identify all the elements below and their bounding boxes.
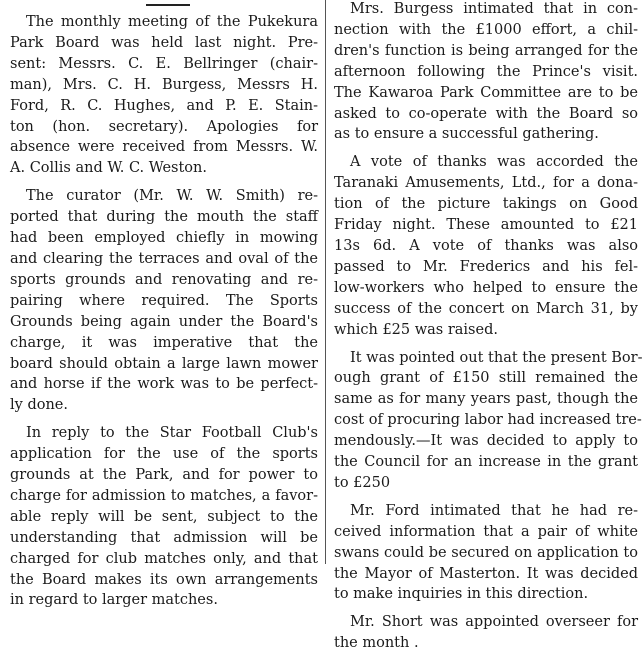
left-column — [10, 12, 318, 618]
text-line: the Board makes its own arrangements — [10, 571, 318, 588]
text-line: Grounds being again under the Board's — [10, 313, 318, 330]
text-line: passed to Mr. Frederics and his fel- — [334, 258, 638, 275]
article-paragraph — [334, 152, 638, 340]
text-line: Friday night. These amounted to £21 — [334, 217, 638, 234]
text-line: ough grant of £150 still remained the — [334, 370, 638, 387]
text-line: A vote of thanks was accorded the — [350, 154, 638, 171]
text-line: as to ensure a successful gathering. — [334, 126, 599, 143]
text-line: charged for club matches only, and that — [10, 550, 318, 567]
text-line: the Mayor of Masterton. It was decided — [334, 565, 638, 582]
text-line: tion of the picture takings on Good — [334, 196, 638, 213]
text-line: success of the concert on March 31, by — [334, 300, 638, 317]
text-line: cost of procuring labor had increased tre- — [334, 412, 642, 429]
text-line: The Kawaroa Park Committee are to be — [334, 84, 638, 101]
text-line: Park Board was held last night. Pre- — [10, 34, 318, 51]
text-line: low-workers who helped to ensure the — [334, 279, 638, 296]
text-line: Mr. Ford intimated that he had re- — [350, 502, 638, 519]
text-line: and clearing the terraces and oval of the — [10, 250, 318, 267]
text-line: charge, it was imperative that the — [10, 334, 318, 351]
text-line: application for the use of the sports — [10, 446, 318, 463]
right-column — [334, 0, 643, 661]
text-line: The monthly meeting of the Pukekura — [26, 14, 318, 30]
text-line: 13s 6d. A vote of thanks was also — [334, 237, 638, 254]
text-line: Mr. Short was appointed overseer for — [350, 614, 638, 631]
text-line: had been employed chiefly in mowing — [10, 230, 318, 247]
text-line: Taranaki Amusements, Ltd., for a dona- — [334, 175, 638, 192]
text-line: afternoon following the Prince's visit. — [334, 63, 638, 80]
text-line: pairing where required. The Sports — [10, 292, 318, 309]
text-line: It was pointed out that the present Bor- — [350, 349, 643, 366]
text-line: and horse if the work was to be perfect- — [10, 376, 318, 393]
text-line: which £25 was raised. — [334, 321, 498, 338]
text-line: The curator (Mr. W. W. Smith) re- — [26, 188, 318, 205]
article-paragraph — [334, 348, 643, 494]
text-line: ceived information that a pair of white — [334, 523, 638, 540]
text-line: nection with the £1000 effort, a chil- — [334, 21, 638, 38]
article-paragraph — [334, 612, 638, 654]
article-paragraph — [334, 501, 638, 606]
top-rule — [146, 4, 190, 6]
text-line: swans could be secured on application to — [334, 544, 638, 561]
text-line: grounds at the Park, and for power to — [10, 467, 318, 484]
text-line: same as for many years past, though the — [334, 391, 638, 408]
text-line: ly done. — [10, 397, 68, 414]
text-line: sent: Messrs. C. E. Bellringer (chair- — [10, 55, 318, 72]
column-divider — [325, 0, 326, 564]
text-line: charge for admission to matches, a favor- — [10, 487, 318, 504]
text-line: in regard to larger matches. — [10, 592, 218, 609]
text-line: board should obtain a large lawn mower — [10, 355, 318, 372]
article-paragraph — [10, 186, 318, 416]
text-line: able reply will be sent, subject to the — [10, 508, 318, 525]
text-line: sports grounds and renovating and re- — [10, 271, 318, 288]
text-line: ported that during the mouth the staff — [10, 209, 318, 226]
article-paragraph — [10, 423, 318, 611]
text-line: In reply to the Star Football Club's — [26, 425, 318, 442]
article-paragraph — [10, 12, 318, 179]
text-line: to make inquiries in this direction. — [334, 586, 589, 603]
text-line: mendously.—It was decided to apply to — [334, 433, 638, 450]
text-line: Mrs. Burgess intimated that in con- — [350, 1, 638, 17]
article-paragraph — [334, 0, 638, 145]
text-line: understanding that admission will be — [10, 529, 318, 546]
text-line: ton (hon. secretary). Apologies for — [10, 118, 318, 135]
text-line: asked to co-operate with the Board so — [334, 105, 638, 122]
text-line: Ford, R. C. Hughes, and P. E. Stain- — [10, 97, 318, 114]
text-line: dren's function is being arranged for the — [334, 42, 638, 59]
text-line: absence were received from Messrs. W. — [10, 139, 318, 156]
text-line: to £250 — [334, 474, 391, 491]
text-line: man), Mrs. C. H. Burgess, Messrs H. — [10, 76, 318, 93]
text-line: the Council for an increase in the grant — [334, 454, 638, 471]
text-line: A. Collis and W. C. Weston. — [10, 160, 207, 177]
text-line: the month . — [334, 635, 419, 652]
